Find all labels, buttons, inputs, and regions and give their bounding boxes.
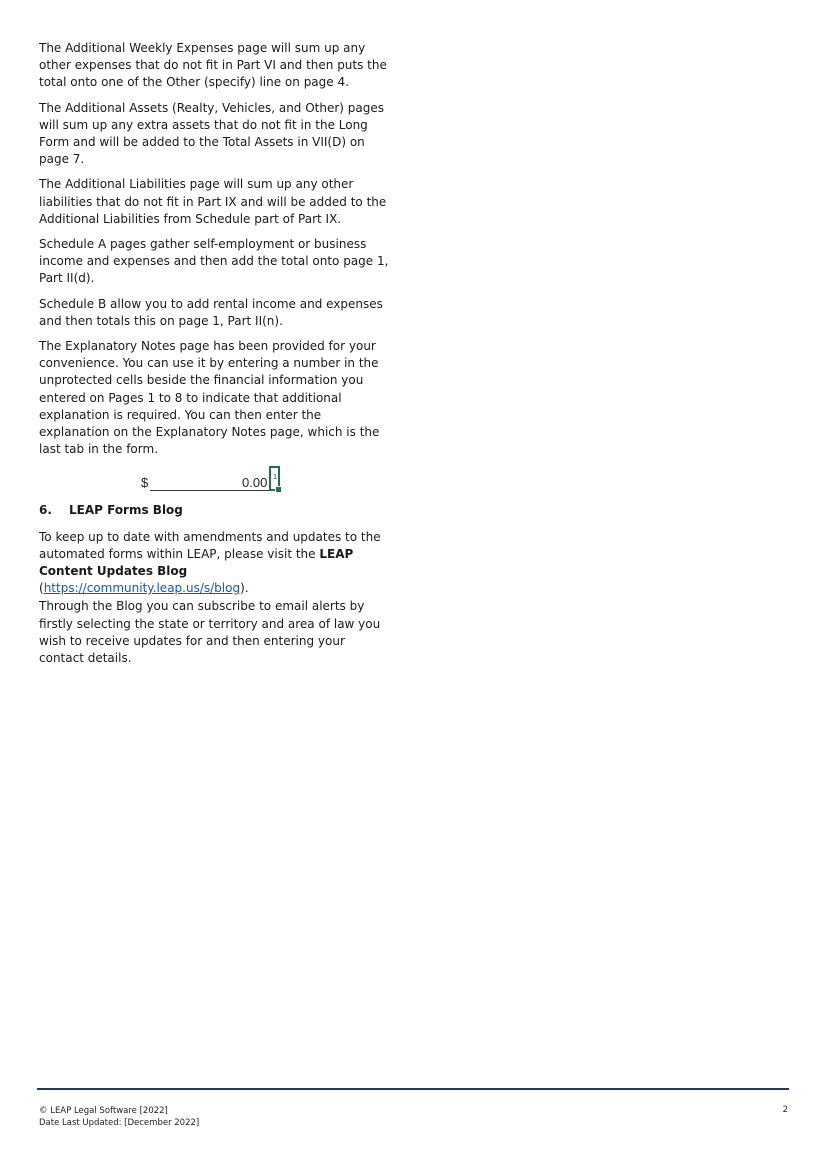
cell-fill-handle-icon — [275, 486, 282, 493]
blog-open-paren: ( — [39, 581, 44, 596]
footer-copyright: © LEAP Legal Software [2022] — [39, 1106, 168, 1116]
page-number: 2 — [782, 1105, 788, 1115]
document-body — [39, 40, 389, 675]
section-number: 6. — [39, 503, 52, 518]
figure-currency-symbol: $ — [141, 475, 149, 491]
paragraph-additional-liabilities: The Additional Liabilities page will sum up any other liabilities that do not fit in Part IX and will be added to the Additional Liabilities from Schedule part of Part IX. — [39, 177, 387, 226]
paragraph-explanatory-notes: The Explanatory Notes page has been provided for your convenience. You can use it by entering a number in the unprotected cells beside the financial information you entered on Pages 1 to 8 to indicate that additional explanation is required. You can then enter the explanation on the Explanatory Notes page, which is the last tab in the form. — [39, 339, 380, 457]
paragraph-schedule-a: Schedule A pages gather self-employment or business income and expenses and then add the total onto page 1, Part II(d). — [39, 237, 389, 286]
paragraph-schedule-b: Schedule B allow you to add rental income and expenses and then totals this on page 1, Part II(n). — [39, 296, 383, 328]
footer-info — [39, 1105, 199, 1129]
section-title: LEAP Forms Blog — [69, 503, 183, 518]
paragraph-additional-assets: The Additional Assets (Realty, Vehicles, and Other) pages will sum up any extra assets that do not fit in the Long Form and will be added to the Total Assets in VII(D) on page 7. — [39, 100, 385, 167]
explanatory-note-cell — [269, 466, 280, 491]
blog-intro-text: To keep up to date with amendments and updates to the automated forms within LEAP, please visit the — [39, 529, 381, 561]
footer-divider — [37, 1088, 789, 1090]
paragraph-blog-subscribe: Through the Blog you can subscribe to email alerts by firstly selecting the state or territory and area of law you wish to receive updates for and then entering your contact details. — [39, 599, 381, 666]
section-heading-leap-forms-blog — [39, 502, 389, 519]
blog-close-paren: ). — [240, 581, 249, 596]
blog-url-link[interactable]: https://community.leap.us/s/blog — [43, 581, 241, 596]
blog-link-label: LEAP Content Updates Blog — [39, 546, 354, 579]
explanatory-note-cell-value: 1 — [273, 474, 277, 482]
footer-date-updated: Date Last Updated: [December 2022] — [39, 1118, 200, 1128]
explanatory-cell-figure — [39, 466, 389, 496]
paragraph-additional-weekly-expenses: The Additional Weekly Expenses page will sum up any other expenses that do not fit in Part VI and then puts the total onto one of the Other (specify) line on page 4. — [39, 41, 387, 90]
paragraph-blog-intro — [39, 529, 389, 598]
figure-amount: 0.00 — [242, 475, 268, 491]
